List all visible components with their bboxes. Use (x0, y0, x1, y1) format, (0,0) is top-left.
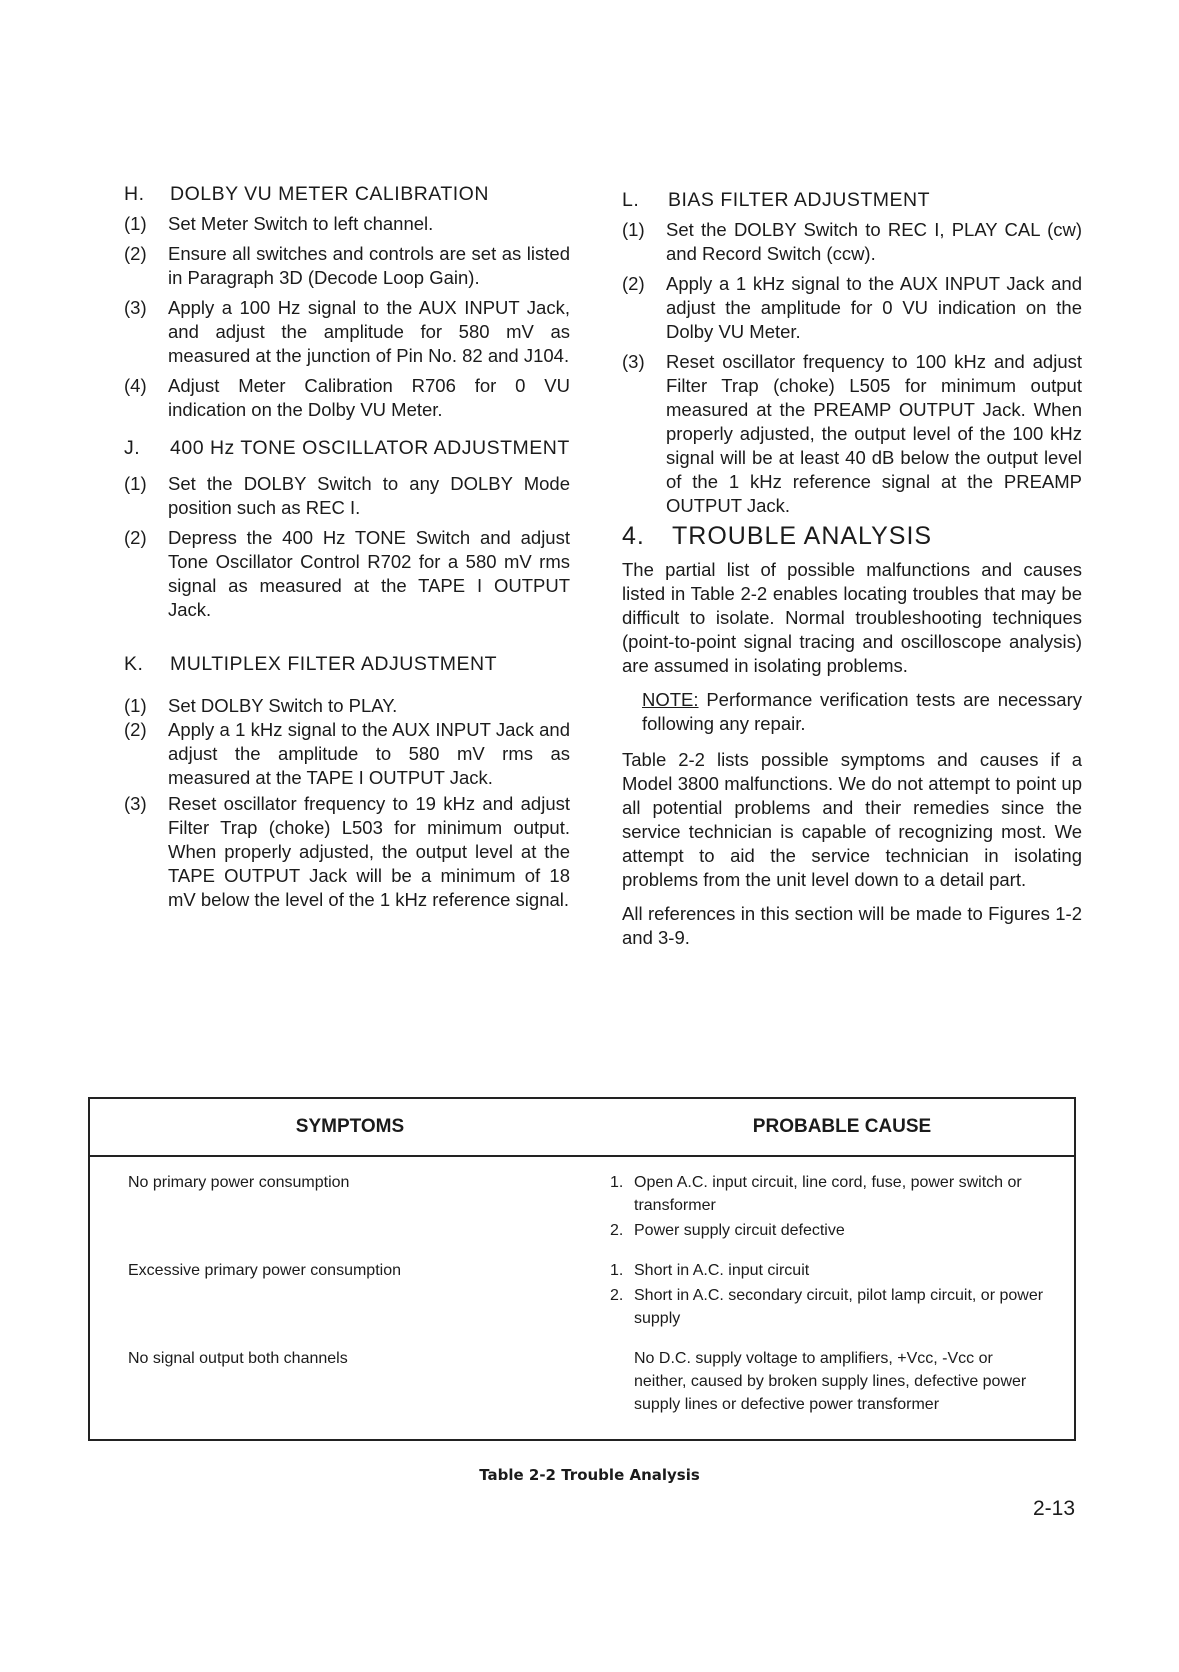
note-text: Performance verification tests are necessary following any repair. (642, 689, 1083, 734)
trouble-paragraph-3: All references in this section will be made to Figures 1-2 and 3-9. (622, 903, 1082, 948)
step-text: Set the DOLBY Switch to REC I, PLAY CAL (cw) and Record Switch (ccw). (666, 219, 1082, 264)
section-number: 4. (622, 522, 645, 550)
cause-text: Short in A.C. input circuit (634, 1262, 810, 1279)
step-text: Apply a 1 kHz signal to the AUX INPUT Jack and adjust the amplitude for 0 VU indication on the Dolby VU Meter. (666, 273, 1082, 342)
cause-number: 2. (610, 1287, 624, 1304)
step-text: Set DOLBY Switch to PLAY. (168, 695, 398, 716)
trouble-analysis-table (88, 1097, 1076, 1441)
section-h-title: DOLBY VU METER CALIBRATION (170, 183, 489, 205)
step-text: Apply a 100 Hz signal to the AUX INPUT Jack, and adjust the amplitude for 580 mV as measured at the junction of Pin No. 82 and J104. (168, 297, 570, 366)
section-title: TROUBLE ANALYSIS (672, 522, 933, 550)
table-row (90, 1171, 1074, 1259)
section-h-step (124, 296, 570, 368)
symptom-cell: Excessive primary power consumption (128, 1262, 401, 1279)
section-k-title: MULTIPLEX FILTER ADJUSTMENT (170, 653, 497, 675)
section-j-heading (124, 436, 570, 460)
trouble-paragraph-1: The partial list of possible malfunctions and causes listed in Table 2-2 enables locating troubles that may be difficult to isolate. Normal troubleshooting techniques (point-to-point signal tracing and oscilloscope analysis) are assumed in isolating problems. (622, 559, 1082, 676)
step-number: (2) (124, 527, 147, 548)
section-k-step (124, 792, 570, 912)
cause-cell (610, 1259, 1074, 1347)
table-row (90, 1259, 1074, 1347)
step-text: Set Meter Switch to left channel. (168, 213, 434, 234)
section-k-heading (124, 652, 570, 676)
section-l-step (622, 350, 1082, 518)
step-number: (2) (124, 243, 147, 264)
step-text: Apply a 1 kHz signal to the AUX INPUT Jack and adjust the amplitude to 580 mV rms as measured at the TAPE I OUTPUT Jack. (168, 719, 570, 788)
header-symptoms: SYMPTOMS (295, 1116, 405, 1137)
step-number: (1) (124, 473, 147, 494)
step-number: (1) (124, 213, 147, 234)
header-probable-cause: PROBABLE CAUSE (752, 1116, 932, 1137)
step-text: Depress the 400 Hz TONE Switch and adjust Tone Oscillator Control R702 for a 580 mV rms signal as measured at the TAPE I OUTPUT Jack. (168, 527, 570, 620)
symptom-cell: No signal output both channels (128, 1350, 348, 1367)
section-j-letter: J. (124, 437, 141, 459)
note-block (642, 688, 1082, 736)
section-h-step (124, 212, 570, 236)
cause-item (610, 1219, 1044, 1242)
cause-cell (610, 1171, 1074, 1259)
step-number: (1) (622, 219, 645, 240)
step-text: Reset oscillator frequency to 19 kHz and adjust Filter Trap (choke) L503 for minimum output. When properly adjusted, the output level at the TAPE OUTPUT Jack will be a minimum of 18 mV below the level of the 1 kHz reference signal. (168, 793, 570, 910)
step-number: (3) (622, 351, 645, 372)
step-text: Ensure all switches and controls are set as listed in Paragraph 3D (Decode Loop Gain). (168, 243, 570, 288)
section-j-step (124, 526, 570, 622)
cause-item (610, 1284, 1044, 1330)
step-number: (4) (124, 375, 147, 396)
right-column (622, 188, 1082, 960)
section-h-step (124, 374, 570, 422)
section-l-heading (622, 188, 1082, 212)
cause-number: 1. (610, 1174, 624, 1191)
section-k-letter: K. (124, 653, 144, 675)
trouble-paragraph-2: Table 2-2 lists possible symptoms and causes if a Model 3800 malfunctions. We do not attempt to point up all potential problems and their remedies since the service technician is capable of recognizing most. We attempt to aid the service technician in isolating problems from the unit level down to a detail part. (622, 749, 1082, 890)
cause-cell (610, 1347, 1074, 1418)
section-h-letter: H. (124, 183, 145, 205)
section-h-heading (124, 182, 570, 206)
left-column (124, 182, 570, 918)
section-l-step (622, 218, 1082, 266)
section-k-step (124, 718, 570, 790)
step-number: (1) (124, 695, 147, 716)
section-k-step (124, 694, 570, 718)
table-header (90, 1099, 1074, 1157)
cause-text: Power supply circuit defective (634, 1222, 845, 1239)
section-j-step (124, 472, 570, 520)
note-label: NOTE: (642, 689, 699, 710)
trouble-analysis-heading (622, 524, 1082, 548)
section-j-title: 400 Hz TONE OSCILLATOR ADJUSTMENT (170, 437, 570, 459)
section-h-step (124, 242, 570, 290)
cause-item (610, 1347, 1044, 1416)
cause-text: No D.C. supply voltage to amplifiers, +Vcc, -Vcc or neither, caused by broken supply lines, defective power supply lines or defective power transformer (634, 1350, 1027, 1413)
cause-item (610, 1259, 1044, 1282)
section-l-step (622, 272, 1082, 344)
cause-item (610, 1171, 1044, 1217)
section-l-letter: L. (622, 189, 640, 211)
step-number: (3) (124, 793, 147, 814)
step-text: Set the DOLBY Switch to any DOLBY Mode position such as REC I. (168, 473, 570, 518)
cause-number (610, 1347, 634, 1416)
cause-text: Short in A.C. secondary circuit, pilot lamp circuit, or power supply (634, 1287, 1044, 1327)
page-number: 2-13 (1032, 1497, 1075, 1520)
section-l-title: BIAS FILTER ADJUSTMENT (668, 189, 931, 211)
symptom-cell: No primary power consumption (128, 1174, 350, 1191)
step-number: (3) (124, 297, 147, 318)
step-text: Reset oscillator frequency to 100 kHz and adjust Filter Trap (choke) L505 for minimum output measured at the PREAMP OUTPUT Jack. When properly adjusted, the output level of the 100 kHz signal will be at least 40 dB below the output level of the 1 kHz reference signal at the PREAMP OUTPUT Jack. (666, 351, 1082, 516)
cause-text: Open A.C. input circuit, line cord, fuse, power switch or transformer (634, 1174, 1022, 1214)
cause-number: 1. (610, 1262, 624, 1279)
table-caption: Table 2-2 Trouble Analysis (479, 1466, 700, 1484)
step-number: (2) (124, 719, 147, 740)
table-row (90, 1347, 1074, 1418)
cause-number: 2. (610, 1222, 624, 1239)
step-text: Adjust Meter Calibration R706 for 0 VU indication on the Dolby VU Meter. (168, 375, 570, 420)
step-number: (2) (622, 273, 645, 294)
